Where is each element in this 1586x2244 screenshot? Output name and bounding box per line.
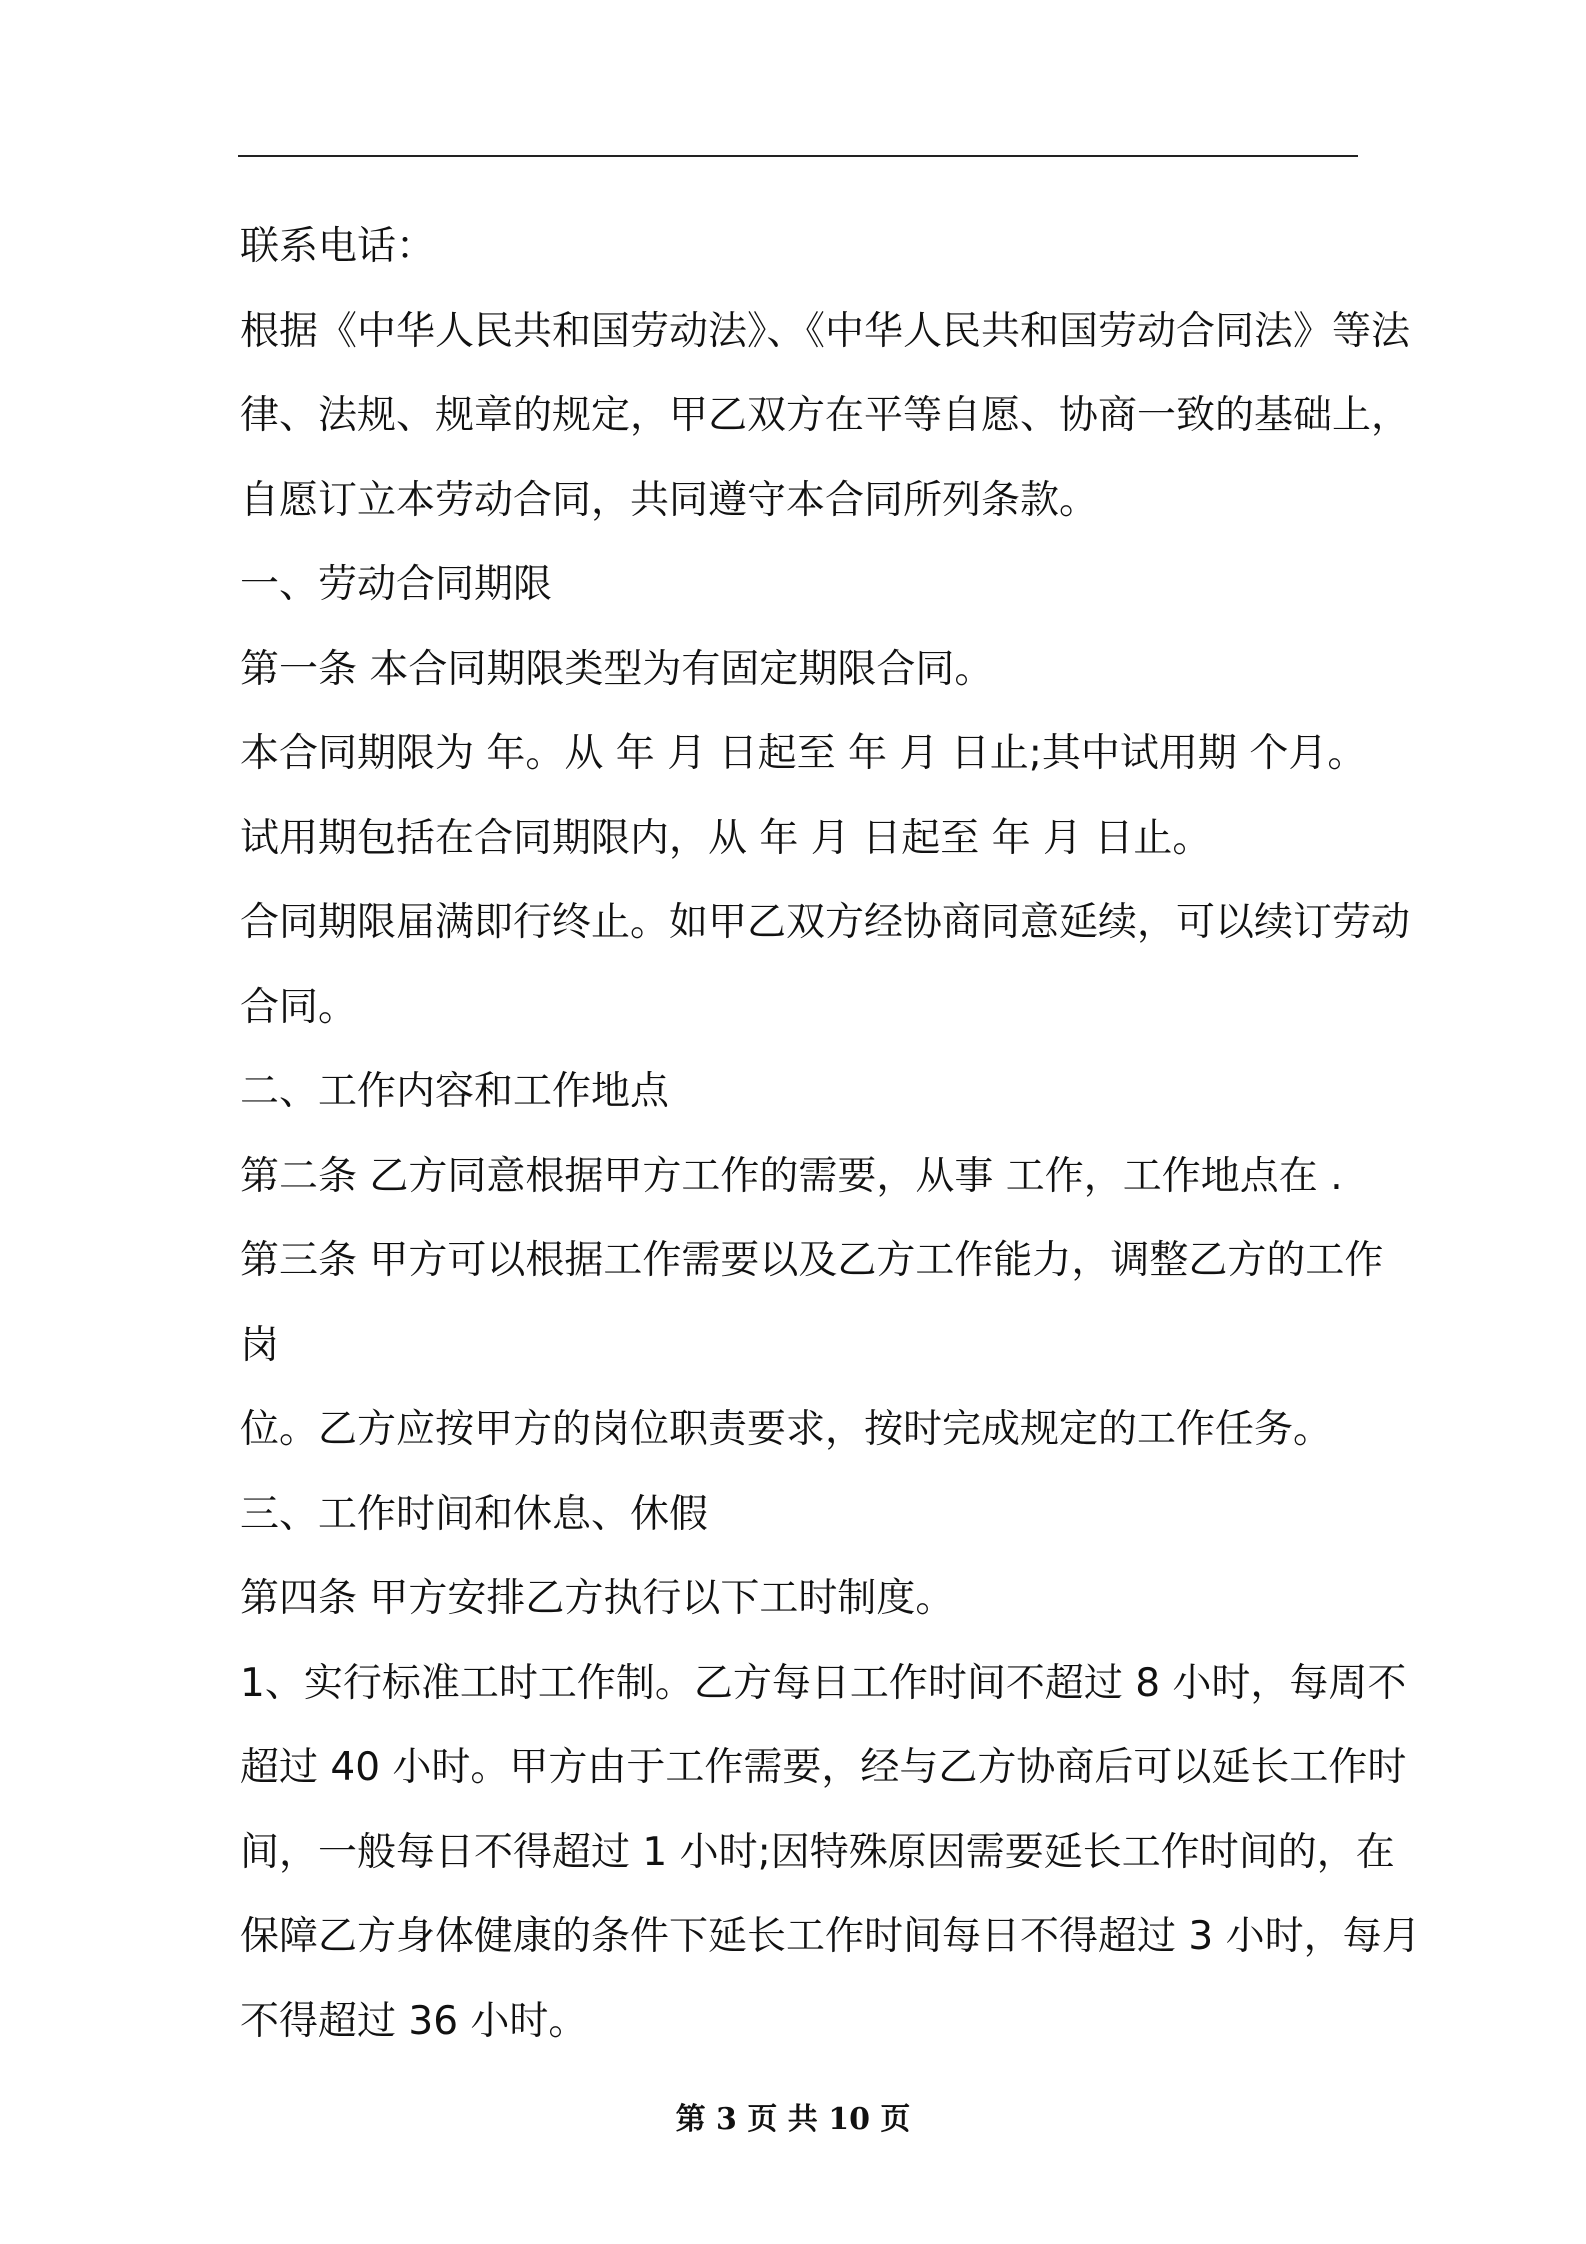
text-line: 根据《中华人民共和国劳动法》、《中华人民共和国劳动合同法》等法 <box>240 308 1411 354</box>
section-heading: 一、劳动合同期限 <box>240 562 553 607</box>
text-line: 联系电话： <box>240 224 436 269</box>
text-line: 第一条 本合同期限类型为有固定期限合同。 <box>240 646 994 692</box>
document-body <box>240 205 1421 2064</box>
text-line: 试用期包括在合同期限内，从 年 月 日起至 年 月 日止。 <box>240 815 1212 861</box>
section-heading: 二、工作内容和工作地点 <box>240 1069 670 1114</box>
header-rule <box>238 155 1358 157</box>
text-line: 本合同期限为 年。从 年 月 日起至 年 月 日止;其中试用期 个月。 <box>240 731 1367 776</box>
text-line: 位。乙方应按甲方的岗位职责要求，按时完成规定的工作任务。 <box>240 1407 1333 1452</box>
text-line: 不得超过 36 小时。 <box>240 1998 588 2044</box>
text-line: 合同。 <box>240 984 358 1030</box>
page-number-footer: 第 3 页 共 10 页 <box>675 2102 911 2137</box>
text-line: 岗 <box>240 1322 280 1368</box>
text-line: 合同期限届满即行终止。如甲乙双方经协商同意延续，可以续订劳动 <box>240 900 1411 945</box>
text-line: 1、实行标准工时工作制。乙方每日工作时间不超过 8 小时，每周不 <box>240 1660 1407 1706</box>
text-line: 第二条 乙方同意根据甲方工作的需要，从事 工作，工作地点在 . <box>240 1153 1343 1199</box>
text-line: 保障乙方身体健康的条件下延长工作时间每日不得超过 3 小时，每月 <box>240 1914 1421 1959</box>
text-line: 自愿订立本劳动合同，共同遵守本合同所列条款。 <box>240 477 1099 523</box>
text-line: 超过 40 小时。甲方由于工作需要，经与乙方协商后可以延长工作时 <box>240 1745 1407 1790</box>
text-line: 第四条 甲方安排乙方执行以下工时制度。 <box>240 1576 955 1621</box>
text-line: 第三条 甲方可以根据工作需要以及乙方工作能力，调整乙方的工作 <box>240 1238 1384 1283</box>
text-line: 间，一般每日不得超过 1 小时;因特殊原因需要延长工作时间的，在 <box>240 1829 1395 1875</box>
section-heading: 三、工作时间和休息、休假 <box>240 1491 709 1537</box>
text-line: 律、法规、规章的规定，甲乙双方在平等自愿、协商一致的基础上， <box>240 393 1411 438</box>
